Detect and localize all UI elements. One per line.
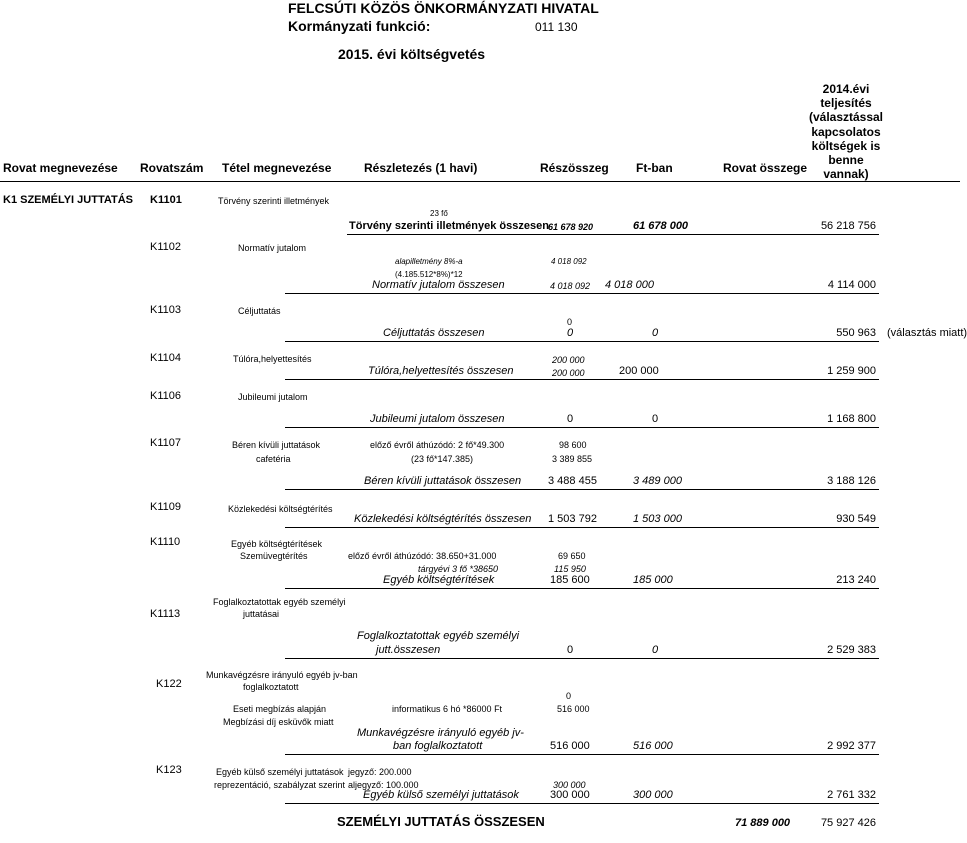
k1102-part1: 4 018 092	[551, 257, 587, 266]
k1104-part: 200 000	[552, 368, 585, 378]
k1107-code: K1107	[150, 437, 181, 449]
k1107-part2: 3 389 855	[552, 454, 593, 464]
k1103-note: (választás miatt)	[887, 327, 967, 339]
k1104-item: Túlóra,helyettesítés	[233, 354, 312, 364]
k1113-item-line1: Foglalkoztatottak egyéb személyi	[213, 597, 346, 607]
k123-prev: 2 761 332	[827, 789, 876, 801]
k1101-item: Törvény szerinti illetmények	[218, 196, 330, 206]
k1103-underline	[285, 341, 879, 342]
k1101-detail: 23 fő	[430, 209, 448, 218]
k1110-detail1: előző évről áthúzódó: 38.650+31.000	[348, 551, 497, 561]
col-reszletezes: Részletezés (1 havi)	[364, 161, 478, 175]
k1110-part1: 69 650	[558, 551, 586, 561]
header-divider	[0, 181, 960, 182]
k1110-detail2: tárgyévi 3 fő *38650	[418, 564, 499, 574]
col-rovat-osszege: Rovat összege	[723, 161, 808, 175]
k122-total-line1: Munkavégzésre irányuló egyéb jv-	[357, 727, 524, 739]
summary-ft: 71 889 000	[735, 817, 791, 829]
k123-detail1: jegyző: 200.000	[348, 767, 412, 777]
k1102-part: 4 018 092	[550, 281, 591, 291]
k1109-item: Közlekedési költségtérítés	[228, 504, 333, 514]
k1107-ft: 3 489 000	[633, 475, 682, 487]
k1106-underline	[285, 427, 879, 428]
k123-underline	[285, 803, 879, 804]
k1109-underline	[285, 527, 879, 528]
k1107-part1: 98 600	[559, 440, 587, 450]
k1103-prev: 550 963	[836, 327, 876, 339]
k1103-ft: 0	[652, 327, 659, 339]
k1101-ft: 61 678 000	[633, 220, 689, 232]
k123-part: 300 000	[550, 789, 590, 801]
k123-ft: 300 000	[633, 789, 673, 801]
k1104-underline	[285, 379, 879, 380]
k1104-code: K1104	[150, 352, 181, 364]
k123-detail2: aljegyző: 100.000	[348, 780, 419, 790]
function-label: Kormányzati funkció:	[288, 18, 431, 34]
k1113-total-line2: jutt.összesen	[376, 644, 441, 656]
k123-part1: 300 000	[553, 780, 586, 790]
k1107-total-label: Béren kívüli juttatások összesen	[364, 475, 522, 487]
col-tetel: Tétel megnevezése	[222, 161, 332, 175]
summary-prev: 75 927 426	[820, 817, 876, 829]
k122-zero: 0	[566, 691, 572, 701]
k1104-part1: 200 000	[552, 355, 585, 365]
k122-item-line2: foglalkoztatott	[243, 682, 299, 692]
k122-item2: Eseti megbízás alapján	[233, 704, 327, 714]
k1102-item: Normatív jutalom	[238, 243, 307, 253]
k122-part: 516 000	[550, 740, 590, 752]
k122-underline	[285, 754, 879, 755]
k1107-part: 3 488 455	[548, 475, 597, 487]
k1110-part2: 115 950	[554, 564, 586, 574]
k1109-total-label: Közlekedési költségtérítés összesen	[354, 513, 532, 525]
col-rovat-name: Rovat megnevezése	[3, 161, 118, 175]
k1102-code: K1102	[150, 241, 181, 253]
k1106-ft: 0	[652, 413, 659, 425]
k1107-item: Béren kívüli juttatások	[232, 440, 321, 450]
k122-part1: 516 000	[557, 704, 590, 714]
k123-item2: reprezentáció, szabályzat szerint	[214, 780, 346, 790]
k1101-prev: 56 218 756	[820, 220, 876, 232]
k1104-ft: 200 000	[619, 365, 659, 377]
k1109-prev: 930 549	[836, 513, 876, 525]
k1102-ft: 4 018 000	[605, 279, 654, 291]
k1106-prev: 1 168 800	[827, 413, 876, 425]
k122-total-line2: ban foglalkoztatott	[393, 740, 483, 752]
k122-item3: Megbízási díj esküvők miatt	[223, 717, 334, 727]
k1109-code: K1109	[150, 501, 181, 513]
k122-code: K122	[156, 678, 182, 690]
k1107-underline	[285, 489, 879, 490]
k1110-item2: Szemüvegtérítés	[240, 551, 308, 561]
k1101-code: K1101	[150, 194, 182, 206]
k1113-underline	[285, 658, 879, 659]
k1113-prev: 2 529 383	[827, 644, 876, 656]
k1101-total-label: Törvény szerinti illetmények összesen	[349, 220, 549, 232]
k1113-item-line2: juttatásai	[243, 609, 280, 619]
k1101-part: 61 678 920	[548, 222, 594, 232]
k1104-prev: 1 259 900	[827, 365, 876, 377]
k122-item-line1: Munkavégzésre irányuló egyéb jv-ban	[206, 670, 358, 680]
k1101-underline	[347, 234, 879, 235]
k122-detail1: informatikus 6 hó *86000 Ft	[392, 704, 503, 714]
col-ftban: Ft-ban	[636, 161, 673, 175]
k1110-total-label: Egyéb költségtérítések	[383, 574, 495, 586]
k123-code: K123	[156, 764, 182, 776]
k1106-code: K1106	[150, 390, 181, 402]
k1107-detail1: előző évről áthúzódó: 2 fő*49.300	[370, 440, 505, 450]
k1106-total-label: Jubileumi jutalom összesen	[370, 413, 505, 425]
budget-title: 2015. évi költségvetés	[338, 46, 486, 62]
k1110-part: 185 600	[550, 574, 590, 586]
k123-item: Egyéb külső személyi juttatások	[216, 767, 344, 777]
k1106-part: 0	[567, 413, 574, 425]
k1103-part: 0	[567, 327, 574, 339]
k1103-item: Céljuttatás	[238, 306, 281, 316]
k1113-code: K1113	[150, 608, 181, 620]
function-code: 011 130	[535, 20, 578, 34]
k1103-total-label: Céljuttatás összesen	[383, 327, 485, 339]
k1102-total-label: Normatív jutalom összesen	[372, 279, 505, 291]
summary-label: SZEMÉLYI JUTTATÁS ÖSSZESEN	[337, 814, 545, 829]
k1102-detail2: (4.185.512*8%)*12	[395, 270, 463, 279]
k1103-part1: 0	[567, 317, 573, 327]
k1103-code: K1103	[150, 304, 181, 316]
k1110-prev: 213 240	[836, 574, 876, 586]
col-prev-year: 2014.évi teljesítés (választással kapcsolatos költségek is benne vannak)	[808, 82, 884, 182]
k1106-item: Jubileumi jutalom	[238, 392, 308, 402]
k1110-code: K1110	[150, 536, 181, 548]
k122-ft: 516 000	[633, 740, 673, 752]
k1110-ft: 185 000	[633, 574, 673, 586]
k1-name: K1 SZEMÉLYI JUTTATÁS	[3, 194, 133, 206]
col-reszosszeg: Részösszeg	[540, 161, 609, 175]
k1113-ft: 0	[652, 644, 659, 656]
k1110-item: Egyéb költségtérítések	[231, 539, 323, 549]
k1104-total-label: Túlóra,helyettesítés összesen	[368, 365, 514, 377]
k1113-total-line1: Foglalkoztatottak egyéb személyi	[357, 630, 520, 642]
k123-total-label: Egyéb külső személyi juttatások	[363, 789, 519, 801]
k1109-ft: 1 503 000	[633, 513, 682, 525]
k1109-part: 1 503 792	[548, 513, 597, 525]
k1107-detail2: (23 fő*147.385)	[411, 454, 474, 464]
org-title: FELCSÚTI KÖZÖS ÖNKORMÁNYZATI HIVATAL	[288, 0, 599, 16]
k1110-underline	[285, 588, 879, 589]
col-rovatszam: Rovatszám	[140, 161, 204, 175]
k1113-part: 0	[567, 644, 574, 656]
k1107-item2: cafetéria	[256, 454, 291, 464]
k1102-detail1: alapilletmény 8%-a	[395, 257, 463, 266]
k1107-prev: 3 188 126	[827, 475, 876, 487]
k1102-underline	[285, 293, 879, 294]
k122-prev: 2 992 377	[827, 740, 876, 752]
k1102-prev: 4 114 000	[827, 279, 876, 291]
